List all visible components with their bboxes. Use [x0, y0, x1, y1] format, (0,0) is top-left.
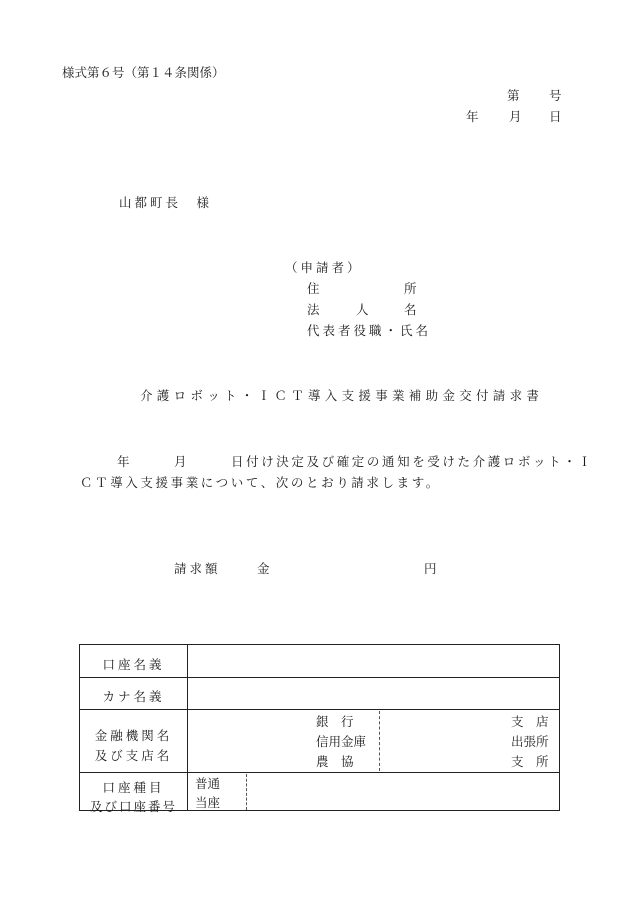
doc-no-suffix: 号	[549, 88, 562, 103]
branch-type-sub: 支 所	[511, 754, 549, 769]
date-year: 年	[466, 109, 479, 124]
holder-label: 口座名義	[102, 657, 165, 672]
doc-no-prefix: 第	[507, 88, 520, 103]
kana-field[interactable]	[188, 678, 560, 709]
applicant-heading: （申請者）	[285, 260, 363, 275]
account-type-divider	[246, 774, 247, 810]
amount-unit: 円	[424, 561, 437, 576]
branch-type-office: 出張所	[511, 734, 549, 749]
bank-type-nokyo: 農 協	[316, 754, 354, 769]
institution-label-2: 及び支店名	[94, 748, 173, 763]
bank-type-shinkin: 信用金庫	[316, 734, 367, 749]
account-type-futsu[interactable]: 普通	[195, 776, 221, 791]
account-number-field[interactable]	[248, 773, 560, 810]
account-label-2: 及び口座番号	[89, 799, 177, 814]
date-day: 日	[549, 109, 562, 124]
account-table	[79, 644, 560, 814]
document-title: 介護ロボット・ＩＣＴ導入支援事業補助金交付請求書	[140, 388, 544, 403]
holder-field[interactable]	[188, 645, 560, 677]
address-label-1: 住	[307, 281, 320, 296]
institution-label-1: 金融機関名	[94, 728, 173, 743]
account-label-1: 口座種目	[102, 780, 165, 795]
amount-prefix: 金	[257, 561, 270, 576]
address-label-2: 所	[404, 281, 417, 296]
amount-label: 請求額	[174, 561, 221, 576]
body-year: 年	[117, 454, 130, 469]
body-month: 月	[174, 454, 187, 469]
bank-type-bank: 銀 行	[316, 714, 354, 729]
addressee: 山都町長 様	[119, 195, 213, 210]
date-month: 月	[509, 109, 522, 124]
corp-label-2: 人	[356, 302, 369, 317]
branch-type-branch: 支 店	[511, 714, 549, 729]
corp-label-1: 法	[307, 302, 320, 317]
form-number: 様式第６号（第１４条関係）	[62, 65, 225, 80]
body-line1-rest: 日付け決定及び確定の通知を受けた介護ロボット・Ｉ	[231, 454, 594, 469]
representative-label: 代表者役職・氏名	[307, 323, 432, 338]
kana-label: カナ名義	[102, 689, 165, 704]
corp-label-3: 名	[404, 302, 417, 317]
body-line2: ＣＴ導入支援事業について、次のとおり請求します。	[80, 475, 441, 490]
account-type-toza[interactable]: 当座	[195, 795, 221, 810]
